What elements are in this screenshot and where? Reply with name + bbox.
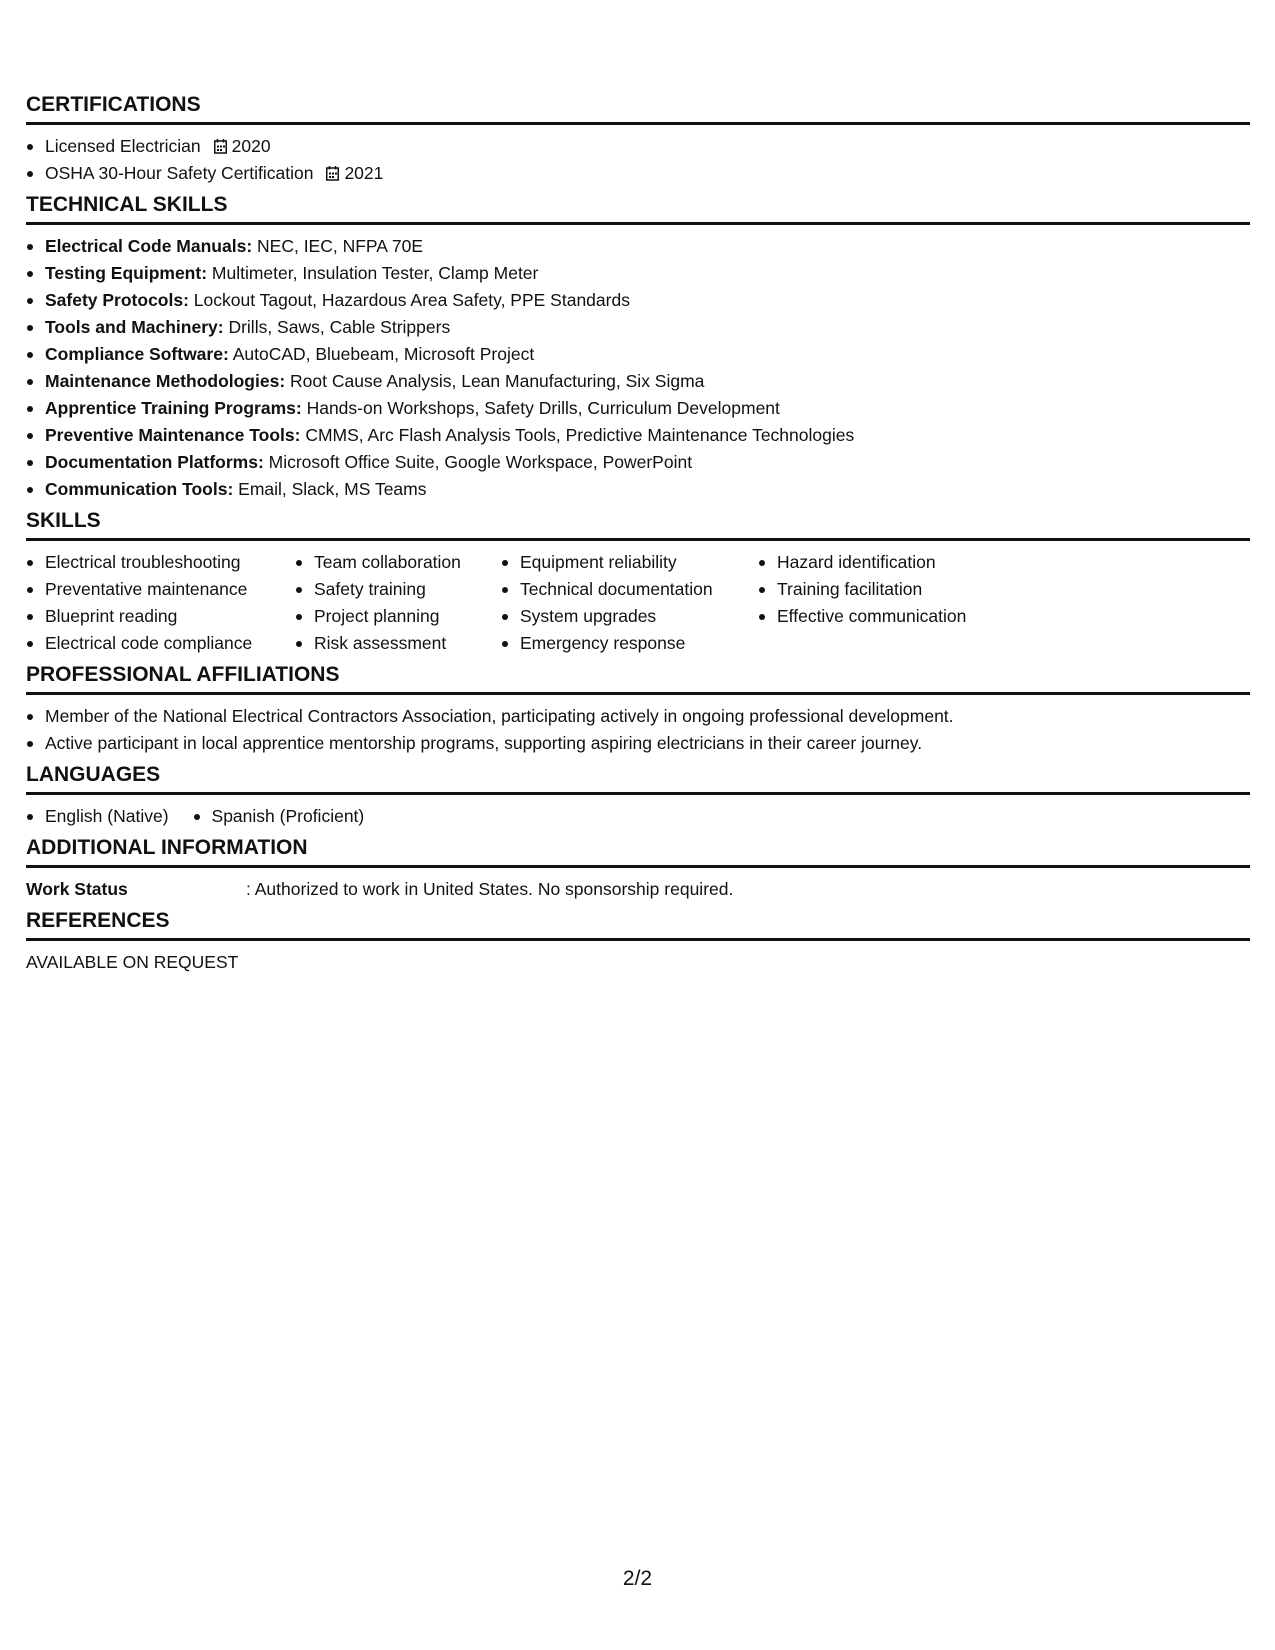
additional-info-heading: ADDITIONAL INFORMATION [26,836,1250,868]
technical-skill-item [26,449,1250,476]
technical-skill-value: Microsoft Office Suite, Google Workspace, PowerPoint [263,452,693,472]
skill-item: Training facilitation [758,576,1018,603]
technical-skills-heading: TECHNICAL SKILLS [26,193,1250,225]
technical-skill-label: Tools and Machinery: [45,317,224,337]
affiliation-item: Active participant in local apprentice mentorship programs, supporting aspiring electricians in their career journey. [26,730,1250,757]
work-status-label: Work Status [26,879,128,899]
technical-skill-value: CMMS, Arc Flash Analysis Tools, Predictive Maintenance Technologies [300,425,855,445]
technical-skill-item [26,287,1250,314]
skill-item: Effective communication [758,603,1018,630]
technical-skill-item [26,422,1250,449]
affiliation-item: Member of the National Electrical Contractors Association, participating actively in ongoing professional development. [26,703,1250,730]
skill-item: Technical documentation [501,576,758,603]
language-item: English (Native) [26,803,169,830]
technical-skill-label: Safety Protocols: [45,290,189,310]
calendar-icon [326,166,339,181]
technical-skill-value: Email, Slack, MS Teams [233,479,427,499]
page-number: 2/2 [622,1567,653,1590]
skill-item: Electrical code compliance [26,630,295,657]
references-heading: REFERENCES [26,909,1250,941]
technical-skill-value: Multimeter, Insulation Tester, Clamp Meter [207,263,539,283]
skills-section [26,509,1250,657]
work-status-row [26,876,1250,903]
skills-grid [26,549,1250,657]
skill-item: Emergency response [501,630,758,657]
skill-item: Hazard identification [758,549,1018,576]
technical-skill-label: Communication Tools: [45,479,234,499]
technical-skills-list [26,233,1250,503]
skills-heading: SKILLS [26,509,1250,541]
languages-heading: LANGUAGES [26,763,1250,795]
work-status-value: : Authorized to work in United States. No sponsorship required. [246,879,734,899]
skill-item: Project planning [295,603,501,630]
technical-skill-label: Electrical Code Manuals: [45,236,253,256]
languages-section [26,763,1250,830]
certifications-section [26,93,1250,187]
technical-skill-value: Root Cause Analysis, Lean Manufacturing, Six Sigma [285,371,705,391]
technical-skill-item [26,395,1250,422]
calendar-icon [214,139,227,154]
skill-item: Equipment reliability [501,549,758,576]
technical-skill-value: Hands-on Workshops, Safety Drills, Curriculum Development [301,398,780,418]
skill-item: Safety training [295,576,501,603]
technical-skill-label: Maintenance Methodologies: [45,371,286,391]
technical-skill-item [26,233,1250,260]
certification-item [26,160,1250,187]
skills-column [758,549,1018,657]
references-section [26,909,1250,976]
affiliations-section [26,663,1250,757]
resume-page [26,93,1250,982]
skills-column [26,549,295,657]
certification-year: 2020 [231,136,271,156]
skill-item: Risk assessment [295,630,501,657]
technical-skill-item [26,368,1250,395]
additional-info-section [26,836,1250,903]
skill-item: Blueprint reading [26,603,295,630]
technical-skill-value: NEC, IEC, NFPA 70E [252,236,423,256]
language-item: Spanish (Proficient) [193,803,365,830]
skills-column [501,549,758,657]
certifications-list [26,133,1250,187]
technical-skill-item [26,476,1250,503]
affiliations-heading: PROFESSIONAL AFFILIATIONS [26,663,1250,695]
skill-item: Team collaboration [295,549,501,576]
technical-skill-value: Drills, Saws, Cable Strippers [223,317,451,337]
skill-item: Electrical troubleshooting [26,549,295,576]
skill-item: System upgrades [501,603,758,630]
technical-skills-section [26,193,1250,503]
references-text: AVAILABLE ON REQUEST [26,952,239,972]
affiliations-list [26,703,1250,757]
technical-skill-label: Compliance Software: [45,344,229,364]
technical-skill-value: Lockout Tagout, Hazardous Area Safety, PPE Standards [188,290,630,310]
technical-skill-label: Testing Equipment: [45,263,208,283]
technical-skill-label: Apprentice Training Programs: [45,398,302,418]
skills-column [295,549,501,657]
technical-skill-label: Preventive Maintenance Tools: [45,425,301,445]
technical-skill-item [26,341,1250,368]
languages-list [26,803,1250,830]
certification-year: 2021 [344,163,384,183]
technical-skill-label: Documentation Platforms: [45,452,264,472]
skill-item: Preventative maintenance [26,576,295,603]
certifications-heading: CERTIFICATIONS [26,93,1250,125]
certification-name: Licensed Electrician [45,136,201,156]
certification-name: OSHA 30-Hour Safety Certification [45,163,314,183]
technical-skill-item [26,260,1250,287]
technical-skill-value: AutoCAD, Bluebeam, Microsoft Project [228,344,535,364]
certification-item [26,133,1250,160]
technical-skill-item [26,314,1250,341]
